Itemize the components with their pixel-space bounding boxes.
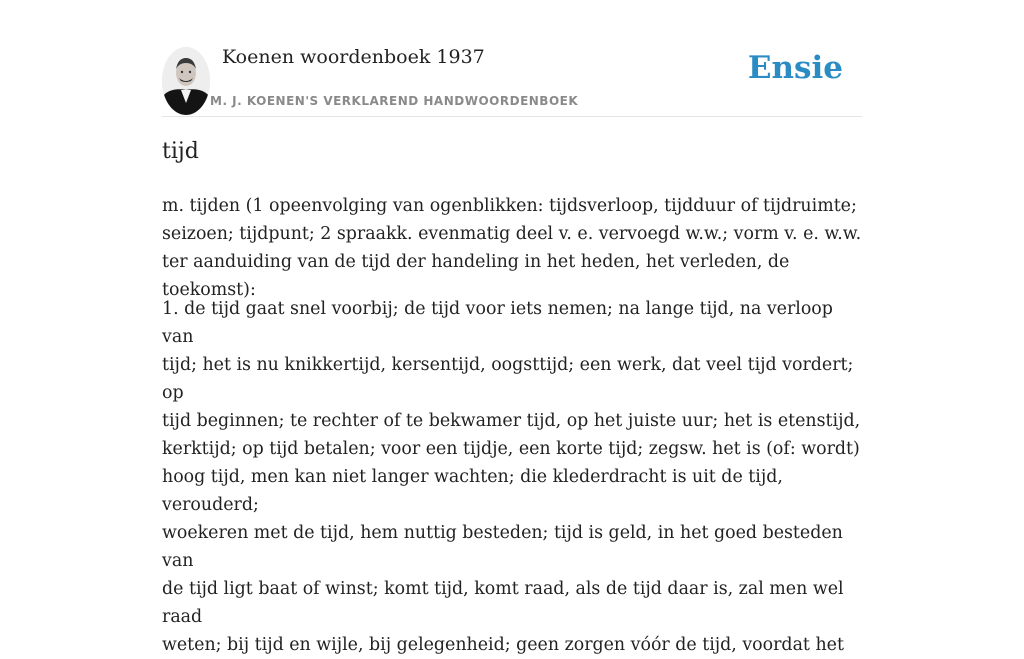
- entry-definition-paragraph: m. tijden (1 opeenvolging van ogenblikken: tijdsverloop, tijdduur of tijdruimte; seizoen; tijdpunt; 2 spraakk. evenmatig deel v. e. vervoegd w.w.; vorm v. e. w.w. ter aanduiding van de tijd der handeling in het heden, het verleden, de toekomst):: [162, 196, 862, 300]
- dictionary-title[interactable]: Koenen woordenboek 1937: [222, 46, 485, 68]
- entry-examples-paragraph: 1. de tijd gaat snel voorbij; de tijd voor iets nemen; na lange tijd, na verloop van tijd; het is nu knikkertijd, kersentijd, oogsttijd; een werk, dat veel tijd vordert; op tijd beginnen; te rechter of te bekwamer tijd, op het juiste uur; het is etenstijd, kerktijd; op tijd betalen; voor een tijdje, een korte tijd; zegsw. het is (of: wordt) hoog tijd, men kan niet langer wachten; die klederdracht is uit de tijd, verouderd; woekeren met de tijd, hem nuttig besteden; tijd is geld, in het goed besteden van de tijd ligt baat of winst; komt tijd, komt raad, als de tijd daar is, zal men wel raad weten; bij tijd en wijle, bij gelegenheid; geen zorgen vóór de tijd, voordat het: [162, 299, 861, 655]
- ensie-logo-link[interactable]: Ensie: [747, 50, 843, 86]
- dictionary-subtitle: M. J. KOENEN'S VERKLAREND HANDWOORDENBOEK: [210, 94, 579, 108]
- entry-headword: tijd: [162, 139, 199, 164]
- page: [162, 0, 862, 655]
- portrait-image: [162, 47, 210, 115]
- dictionary-header: [162, 0, 862, 117]
- author-portrait-icon: [162, 47, 210, 115]
